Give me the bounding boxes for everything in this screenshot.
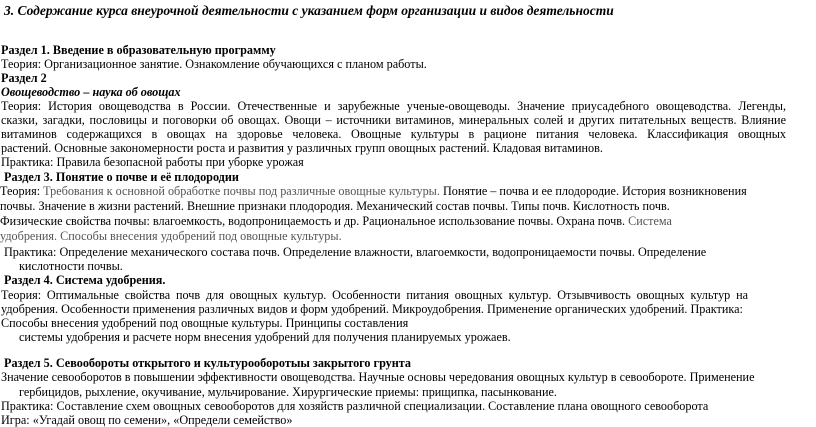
section5-line: гербицидов, рыхление, окучивание, мульчирование. Хирургические приемы: прищипка, пасынкование. [19, 385, 557, 399]
section5-line: Значение севооборотов в повышении эффективности овощеводства. Научные основы чередования овощных культур в севообороте. Применение [1, 370, 755, 384]
theory-black-text: Физические свойства почвы: влагоемкость, водопроницаемость и др. Рациональное использование почвы. Охрана почв. [0, 214, 626, 228]
section3-theory-line3 [0, 214, 672, 228]
section3-theory-line2: почвы. Значение в жизни растений. Внешние признаки плодородия. Механический состав почвы. Типы почв. Кислотность почв. [0, 199, 670, 213]
theory-rest-text: Понятие – почва и ее плодородие. История возникновения [439, 184, 747, 198]
theory-label: Теория: [0, 184, 44, 198]
section5-heading: Раздел 5. Севообороты открытого и культурооборотыы закрытого грунта [4, 356, 412, 370]
section4-heading: Раздел 4. Система удобрения. [4, 273, 166, 287]
section2-theory-line: Теория: История овощеводства в России. Отечественные и зарубежные ученые-овощеводы. Значение приусадебного овощеводства. Легенды, [1, 99, 786, 113]
section4-line: Способы внесения удобрений под овощные культуры. Принципы составления [1, 316, 409, 330]
section3-practice-line2: кислотности почвы. [19, 259, 123, 273]
section4-line: системы удобрения и расчете норм внесения удобрений для получения планируемых урожаев. [19, 330, 511, 344]
section4-line: удобрения. Особенности применения различных видов и форм удобрений. Микроудобрения. Применение органических удобрений. Практика: [1, 302, 743, 316]
section1-heading: Раздел 1. Введение в образовательную программу [1, 43, 276, 57]
section5-line: Игра: «Угадай овощ по семени», «Определи семейство» [1, 413, 293, 427]
section5-line: Практика: Составление схем овощных севооборотов для хозяйств различной специализации. Составление плана овощного севооборота [1, 399, 709, 413]
section2-practice: Практика: Правила безопасной работы при уборке урожая [1, 155, 304, 169]
section3-practice-line1: Практика: Определение механического состава почв. Определение влажности, влагоемкости, водопроницаемости почвы. Определение [4, 245, 707, 259]
section2-subheading: Овощеводство – наука об овощах [1, 85, 181, 99]
section2-theory-line: сказки, загадки, пословицы и поговорки об овощах. Овощи – источники витаминов, минеральных солей и других питательных веществ. Влияние [1, 113, 786, 127]
section3-heading: Раздел 3. Понятие о почве и её плодородии [4, 170, 239, 184]
section4-line: Теория: Оптимальные свойства почв для овощных культур. Особенности питания овощных культур. Отзывчивость овощных культур на [1, 288, 748, 302]
section1-theory: Теория: Организационное занятие. Ознакомление обучающихся с планом работы. [1, 57, 427, 71]
document-title: 3. Содержание курса внеурочной деятельности с указанием форм организации и видов деятельности [4, 3, 614, 18]
section3-theory-line4: удобрения. Способы внесения удобрений под овощные культуры. [0, 229, 342, 243]
section2-theory-line: витаминов содержащихся в овощах на здоровье человека. Овощные культуры в рационе питания человека. Классификация овощных [1, 127, 786, 141]
theory-gray-text: Требования к основной обработке почвы под различные овощные культуры. [43, 184, 440, 198]
section2-heading: Раздел 2 [1, 71, 47, 85]
theory-gray-text: Система [625, 214, 672, 228]
section3-theory-line1 [0, 184, 747, 198]
section2-theory-line: растений. Основные закономерности роста и развития у различных групп овощных растений. Кладовая витаминов. [1, 141, 603, 155]
